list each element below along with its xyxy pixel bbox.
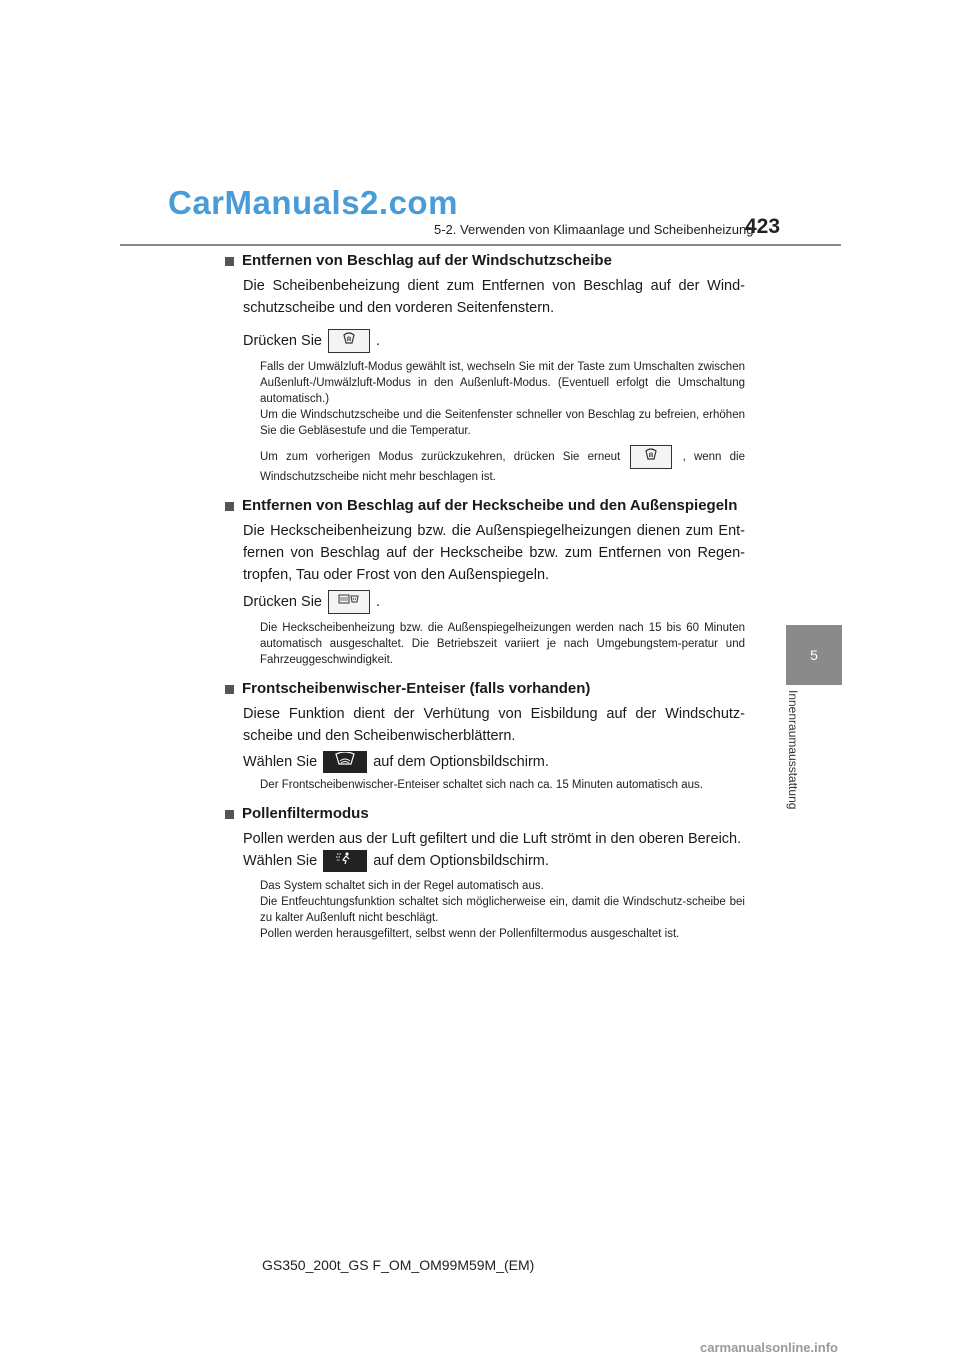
chapter-title: 5-2. Verwenden von Klimaanlage und Scheibenheizung <box>434 222 754 237</box>
bullet-square-icon <box>225 685 234 694</box>
page-content <box>225 252 745 942</box>
section-heading-text: Entfernen von Beschlag auf der Windschutzscheibe <box>242 252 612 269</box>
section-pollen-filter <box>225 805 745 942</box>
action-line <box>243 590 745 614</box>
section-body: Die Scheibenbeheizung dient zum Entfernen von Beschlag auf der Wind-schutzscheibe und den vorderen Seitenfenstern. <box>243 278 745 316</box>
section-wiper-deicer <box>225 680 745 793</box>
action-suffix: auf dem Optionsbildschirm. <box>373 853 549 870</box>
section-heading-text: Pollenfiltermodus <box>242 805 369 823</box>
watermark-logo: CarManuals2.com <box>168 184 458 221</box>
chapter-tab: 5 <box>786 625 842 685</box>
windshield-defog-icon <box>328 329 370 353</box>
action-line <box>243 850 745 872</box>
page-number: 423 <box>745 215 781 238</box>
document-code: GS350_200t_GS F_OM_OM99M59M_(EM) <box>262 1257 535 1273</box>
action-prefix: Wählen Sie <box>243 754 318 770</box>
section-heading <box>225 805 745 822</box>
note-text: Pollen werden herausgefiltert, selbst wenn der Pollenfiltermodus ausgeschaltet ist. <box>260 928 680 941</box>
section-heading <box>225 497 745 514</box>
action-line <box>243 329 745 353</box>
section-body: Diese Funktion dient der Verhütung von Eisbildung auf der Windschutz-scheibe und den Scheibenwischerblättern. <box>243 706 745 744</box>
action-prefix: Wählen Sie <box>243 853 318 870</box>
note-return <box>260 445 745 485</box>
note-text: Die Entfeuchtungsfunktion schaltet sich möglicherweise ein, damit die Windschutz-scheibe bei zu kalter Außenluft nicht beschlägt. <box>260 896 745 925</box>
note-text: Die Heckscheibenheizung bzw. die Außenspiegelheizungen werden nach 15 bis 60 Minuten automatisch ausgeschaltet. Die Betriebszeit variiert je nach Umgebungstem-peratur und Fahrzeuggeschwindigkeit. <box>260 622 745 666</box>
action-line <box>243 751 745 773</box>
section-heading-text: Entfernen von Beschlag auf der Heckscheibe und den Außenspiegeln <box>242 497 738 514</box>
windshield-defog-icon <box>630 445 672 469</box>
note-return-prefix: Um zum vorherigen Modus zurückzukehren, drücken Sie erneut <box>260 451 621 464</box>
note-text: Falls der Umwälzluft-Modus gewählt ist, wechseln Sie mit der Taste zum Umschalten zwischen Außenluft-/Umwälzluft-Modus in den Außenluft-Modus. (Eventuell erfolgt die Umschaltung automatisch.) <box>260 361 745 405</box>
section-body: Die Heckscheibenheizung bzw. die Außenspiegelheizungen dienen zum Ent-fernen von Beschlag auf der Heckscheibe bzw. zum Entfernen von Regen-tropfen, Tau oder Frost von den Außenspiegeln. <box>243 523 745 583</box>
section-windshield-defog <box>225 252 745 485</box>
pollen-filter-icon <box>323 850 367 872</box>
watermark-footer: carmanualsonline.info <box>700 1340 838 1355</box>
section-body: Pollen werden aus der Luft gefiltert und die Luft strömt in den oberen Bereich. <box>243 831 742 848</box>
note-text: Der Frontscheibenwischer-Enteiser schaltet sich nach ca. 15 Minuten automatisch aus. <box>260 779 703 792</box>
section-rear-defog <box>225 497 745 668</box>
chapter-tab-label: Innenraumausstattung <box>786 690 800 810</box>
note-text: Um die Windschutzscheibe und die Seitenfenster schneller von Beschlag zu befreien, erhöhen Sie die Gebläsestufe und die Temperatur. <box>260 409 745 437</box>
wiper-deicer-icon <box>323 751 367 773</box>
action-suffix: auf dem Optionsbildschirm. <box>373 754 549 770</box>
rear-window-defog-icon <box>328 590 370 614</box>
action-suffix: . <box>376 332 381 349</box>
section-heading <box>225 252 745 269</box>
action-prefix: Drücken Sie <box>243 593 322 610</box>
section-heading-text: Frontscheibenwischer-Enteiser (falls vorhanden) <box>242 680 591 697</box>
bullet-square-icon <box>225 257 234 266</box>
action-suffix: . <box>376 593 381 610</box>
bullet-square-icon <box>225 502 234 511</box>
header-divider <box>120 244 841 246</box>
note-return-suffix: , wenn die Windschutzscheibe nicht mehr beschlagen ist. <box>260 451 745 483</box>
bullet-square-icon <box>225 810 234 819</box>
note-text: Das System schaltet sich in der Regel automatisch aus. <box>260 880 544 893</box>
action-prefix: Drücken Sie <box>243 332 322 349</box>
section-heading <box>225 680 745 697</box>
